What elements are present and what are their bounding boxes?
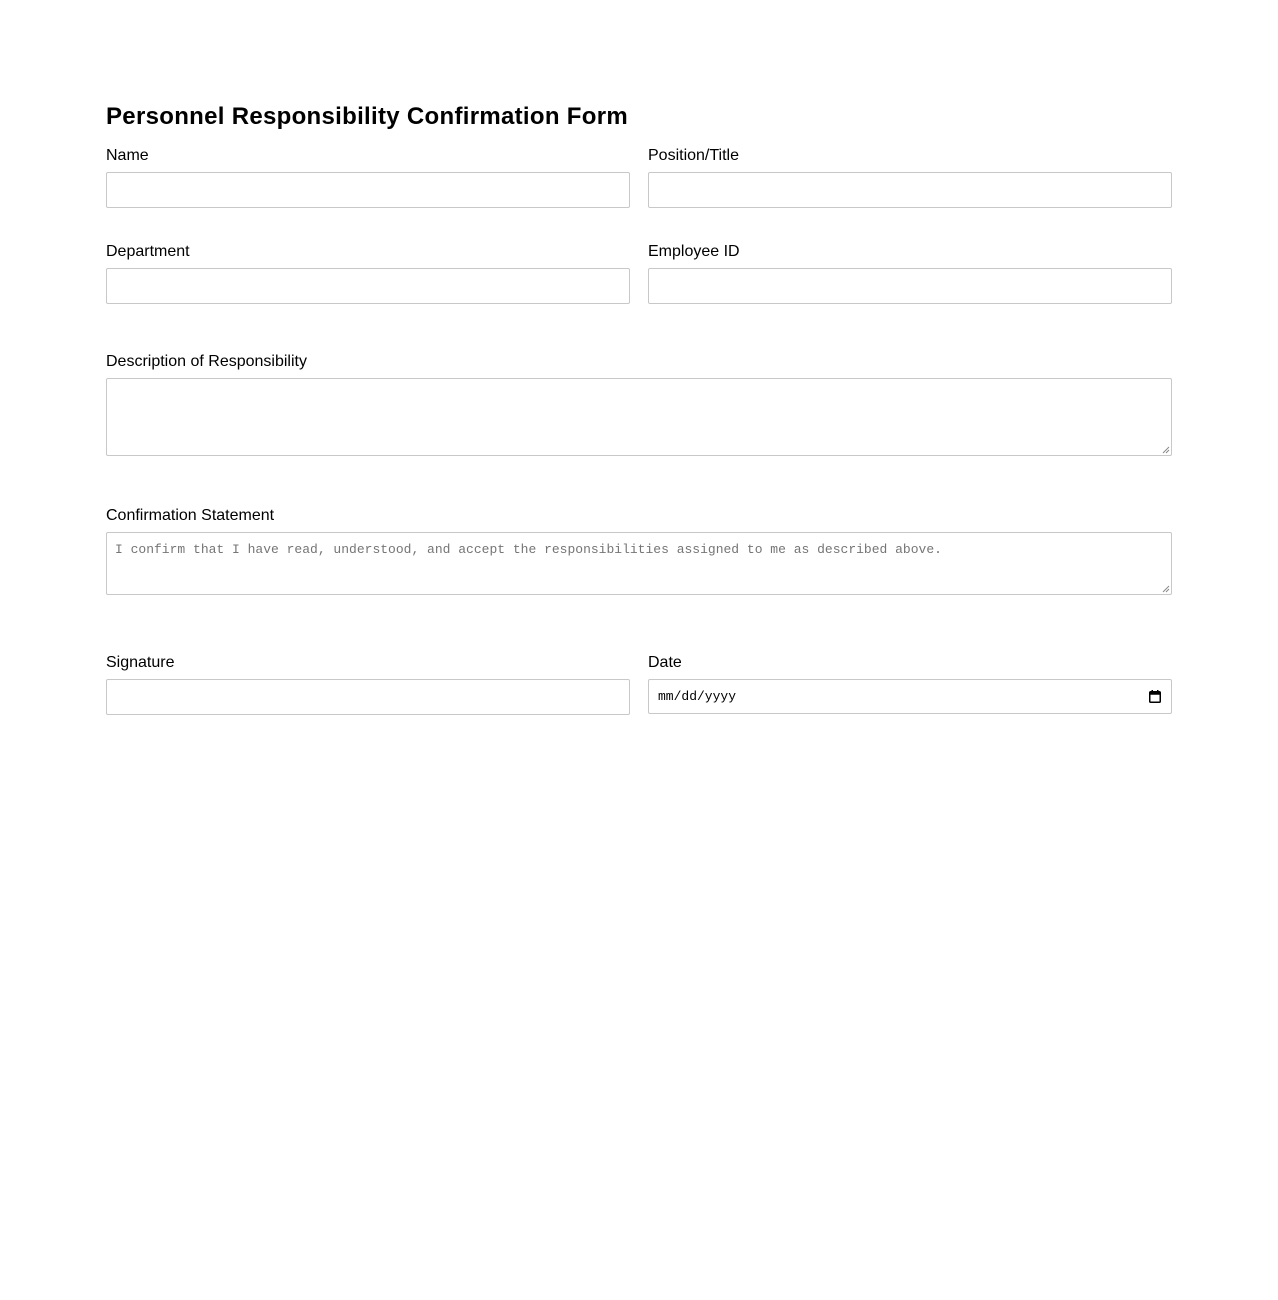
confirmation-group xyxy=(106,506,1172,595)
row-department-employee-id xyxy=(106,242,1172,304)
name-input[interactable] xyxy=(106,172,630,208)
signature-label: Signature xyxy=(106,654,175,671)
row-name-position xyxy=(106,146,1172,208)
date-group xyxy=(648,653,1172,715)
confirmation-textarea[interactable] xyxy=(106,532,1172,595)
name-label: Name xyxy=(106,147,149,164)
responsibility-form xyxy=(106,100,1172,715)
employee-id-label: Employee ID xyxy=(648,243,740,260)
position-input[interactable] xyxy=(648,172,1172,208)
row-signature-date xyxy=(106,653,1172,715)
date-placeholder: mm/dd/yyyy xyxy=(658,689,737,704)
signature-input[interactable] xyxy=(106,679,630,715)
employee-id-group xyxy=(648,242,1172,304)
department-input[interactable] xyxy=(106,268,630,304)
date-input[interactable] xyxy=(648,679,1172,714)
position-label: Position/Title xyxy=(648,147,739,164)
resize-handle-icon[interactable] xyxy=(1162,585,1170,593)
signature-group xyxy=(106,653,630,715)
description-group xyxy=(106,352,1172,456)
position-group xyxy=(648,146,1172,208)
page-title: Personnel Responsibility Confirmation Form xyxy=(106,103,628,130)
name-group xyxy=(106,146,630,208)
calendar-icon[interactable] xyxy=(1149,690,1161,703)
confirmation-placeholder: I confirm that I have read, understood, and accept the responsibilities assigned to me as described above. xyxy=(115,542,942,557)
department-group xyxy=(106,242,630,304)
department-label: Department xyxy=(106,243,190,260)
description-label: Description of Responsibility xyxy=(106,353,307,370)
employee-id-input[interactable] xyxy=(648,268,1172,304)
date-label: Date xyxy=(648,654,682,671)
confirmation-label: Confirmation Statement xyxy=(106,507,275,524)
description-textarea[interactable] xyxy=(106,378,1172,456)
resize-handle-icon[interactable] xyxy=(1162,446,1170,454)
